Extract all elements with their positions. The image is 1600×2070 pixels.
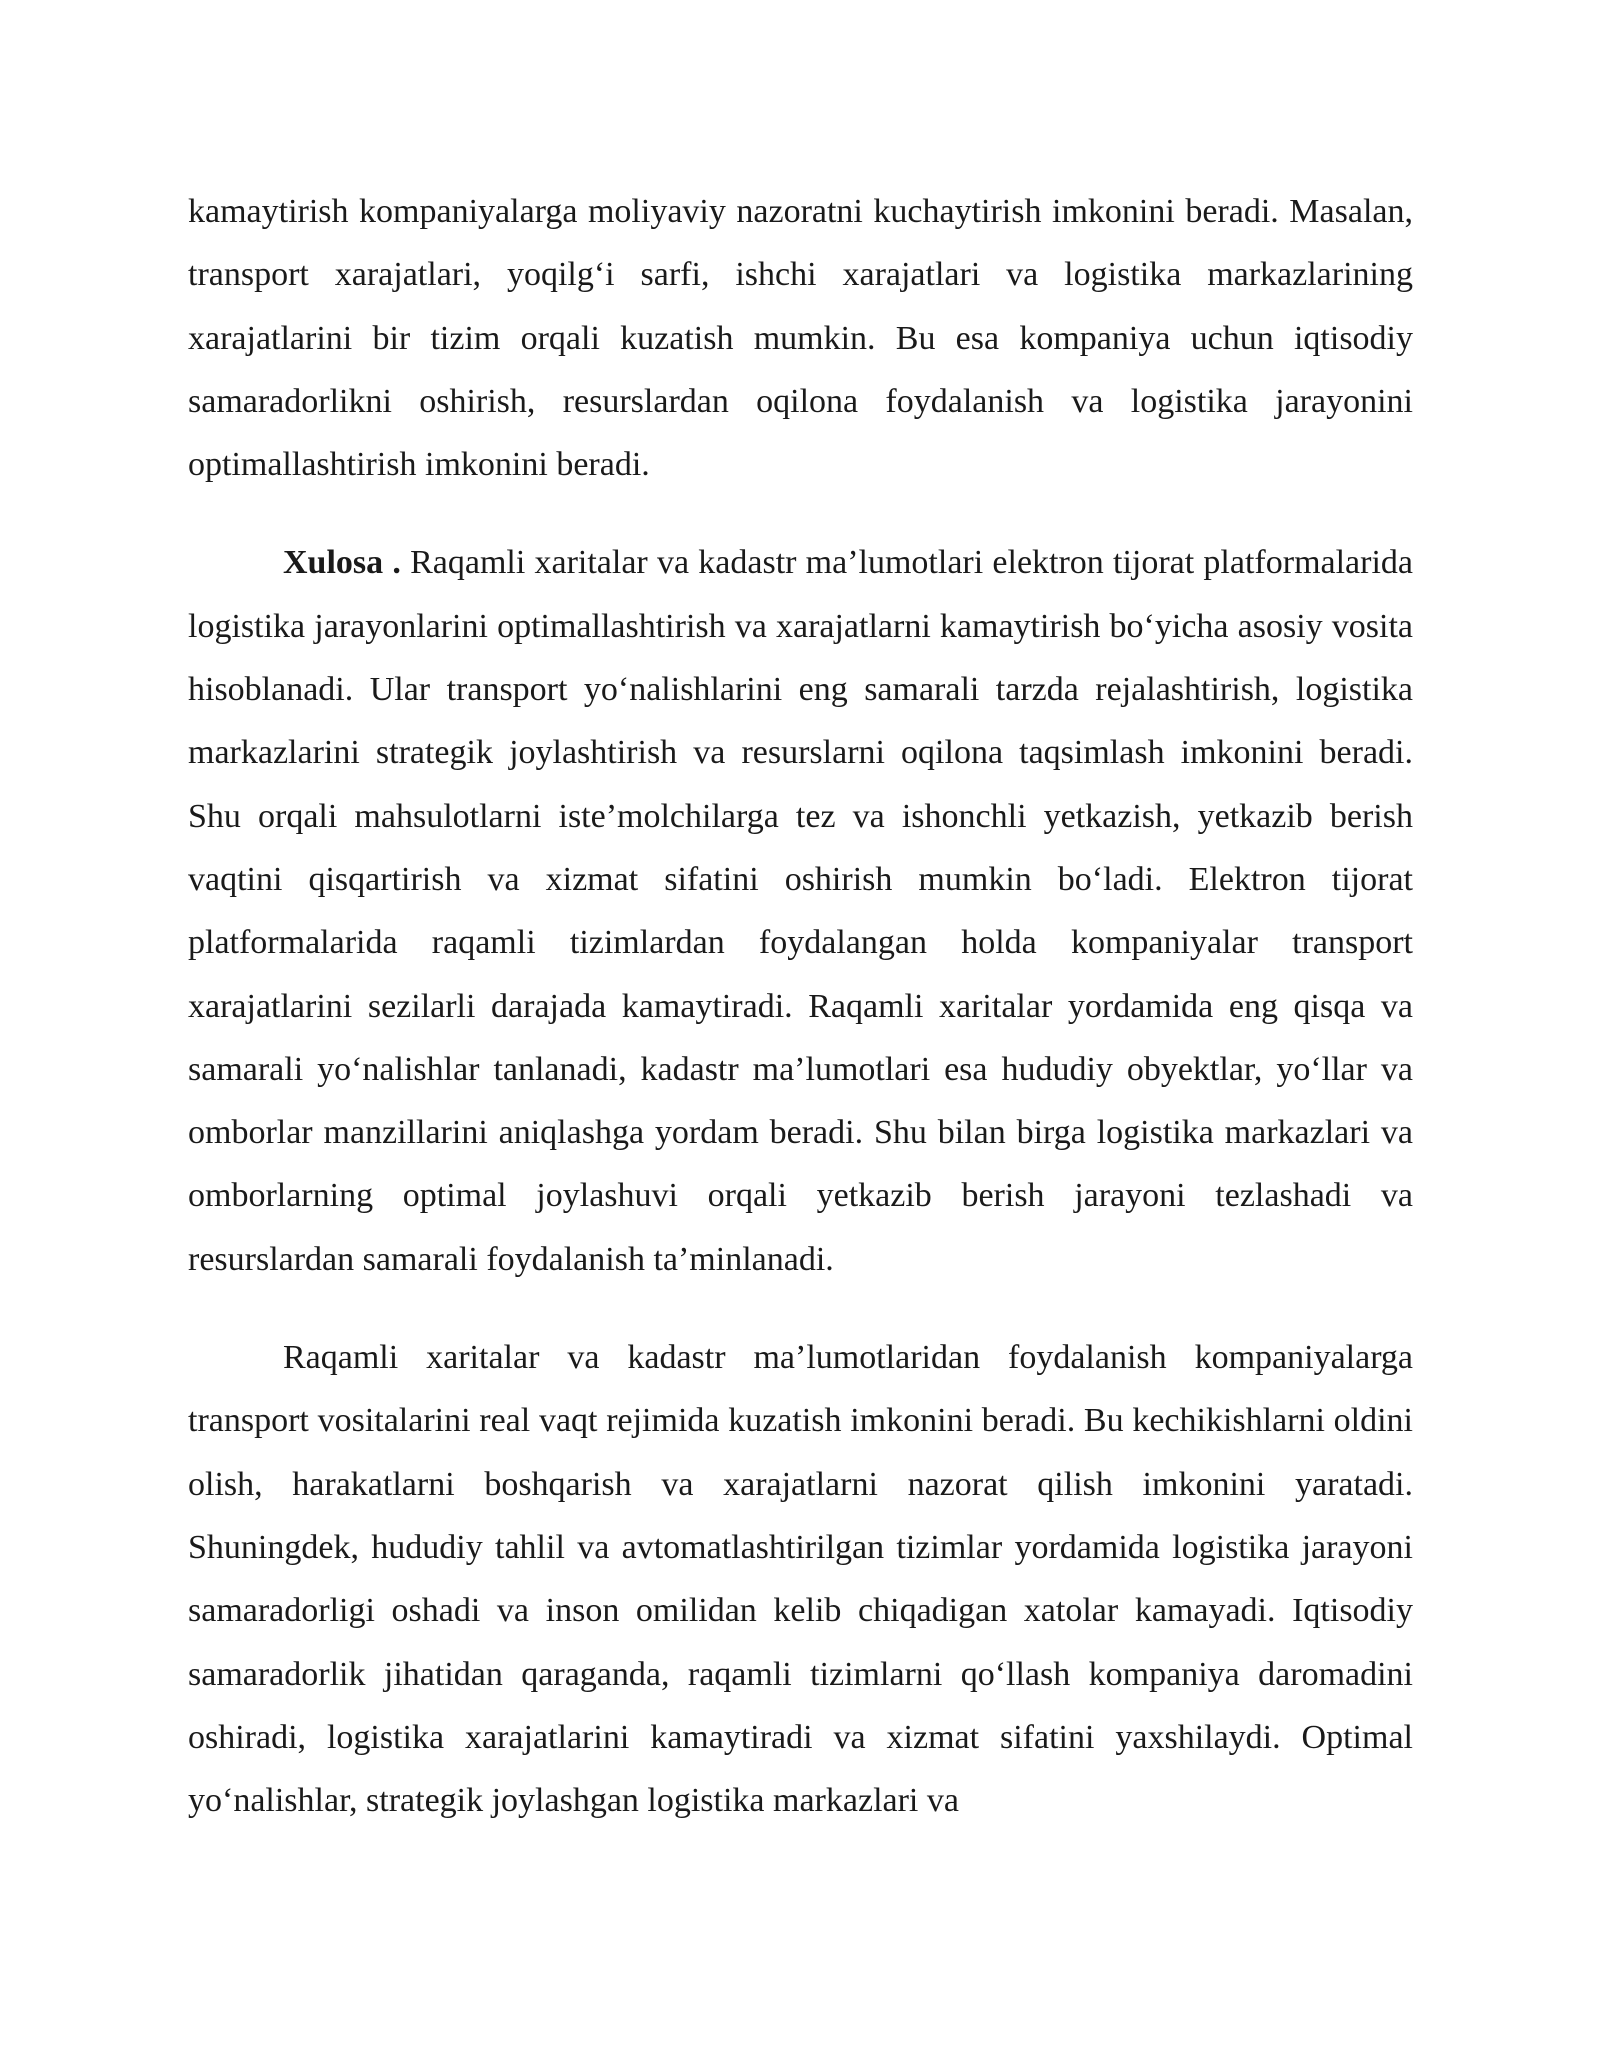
conclusion-heading: Xulosa .: [283, 544, 401, 582]
document-body: [188, 180, 1413, 1832]
paragraph-3: [188, 1326, 1413, 1832]
paragraph-3-text: Raqamli xaritalar va kadastr ma’lumotlaridan foydalanish kompaniyalarga transport vositalarini real vaqt rejimida kuzatish imkonini beradi. Bu kechikishlarni oldini olish, harakatlarni boshqarish va xarajatlarni nazorat qilish imkonini yaratadi. Shuningdek, hududiy tahlil va avtomatlashtirilgan tizimlar yordamida logistika jarayoni samaradorligi oshadi va inson omilidan kelib chiqadigan xatolar kamayadi. Iqtisodiy samaradorlik jihatidan qaraganda, raqamli tizimlarni qo‘llash kompaniya daromadini oshiradi, logistika xarajatlarini kamaytiradi va xizmat sifatini yaxshilaydi. Optimal yo‘nalishlar, strategik joylashgan logistika markazlari va: [188, 1339, 1413, 1820]
paragraph-1: [188, 180, 1413, 496]
paragraph-1-text: kamaytirish kompaniyalarga moliyaviy nazoratni kuchaytirish imkonini beradi. Masalan, transport xarajatlari, yoqilg‘i sarfi, ishchi xarajatlari va logistika markazlarining xarajatlarini bir tizim orqali kuzatish mumkin. Bu esa kompaniya uchun iqtisodiy samaradorlikni oshirish, resurslardan oqilona foydalanish va logistika jarayonini optimallashtirish imkonini beradi.: [188, 193, 1413, 484]
paragraph-2-text: Raqamli xaritalar va kadastr ma’lumotlari elektron tijorat platformalarida logistika jarayonlarini optimallashtirish va xarajatlarni kamaytirish bo‘yicha asosiy vosita hisoblanadi. Ular transport yo‘nalishlarini eng samarali tarzda rejalashtirish, logistika markazlarini strategik joylashtirish va resurslarni oqilona taqsimlash imkonini beradi. Shu orqali mahsulotlarni iste’molchilarga tez va ishonchli yetkazish, yetkazib berish vaqtini qisqartirish va xizmat sifatini oshirish mumkin bo‘ladi. Elektron tijorat platformalarida raqamli tizimlardan foydalangan holda kompaniyalar transport xarajatlarini sezilarli darajada kamaytiradi. Raqamli xaritalar yordamida eng qisqa va samarali yo‘nalishlar tanlanadi, kadastr ma’lumotlari esa hududiy obyektlar, yo‘llar va omborlar manzillarini aniqlashga yordam beradi. Shu bilan birga logistika markazlari va omborlarning optimal joylashuvi orqali yetkazib berish jarayoni tezlashadi va resurslardan samarali foydalanish ta’minlanadi.: [188, 544, 1413, 1278]
paragraph-2-conclusion: [188, 531, 1413, 1291]
